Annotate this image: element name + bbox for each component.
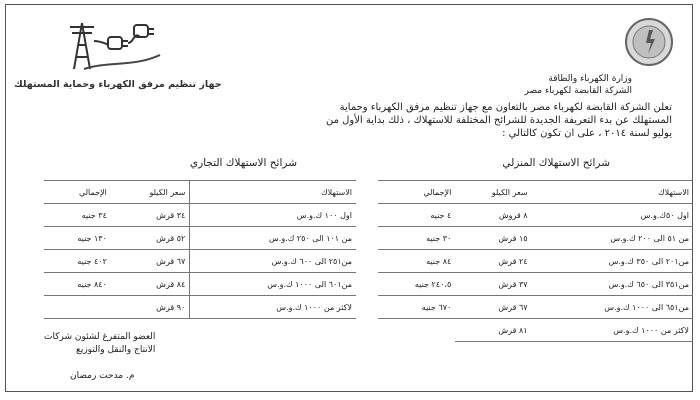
table-row [378,227,693,250]
ministry-name: وزارة الكهرباء والطاقة [548,74,632,84]
consumption-cell: من٢٠١ الى ٣٥٠ ك.و.س [532,250,693,273]
commercial-section-title: شرائح الاستهلاك التجاري [189,157,297,169]
consumption-cell: اول ٥٠ك.و.س [532,204,693,227]
total-cell: ٣٠ جنيه [378,227,455,250]
commercial-tariff-table [44,180,356,319]
consumption-cell: من٦٥١ الى ١٠٠٠ ك.و.س [532,296,693,319]
total-cell: ١٣٠ جنيه [44,227,111,250]
total-cell: ٣٤ جنيه [44,204,111,227]
table-header-row [378,181,693,204]
price-cell: ٢٤ قرش [455,250,531,273]
total-cell: ٤٠٢ جنيه [44,250,111,273]
consumption-cell: من٣٥١ الى ٦٥٠ ك.و.س [532,273,693,296]
price-cell: ٨٤ قرش [111,273,190,296]
announcement-line: يوليو لسنة ٢٠١٤ ، على ان تكون كالتالي : [502,128,672,139]
table-header-row [44,181,356,204]
signatory-title-line: الانتاج والنقل والتوزيع [76,345,156,355]
column-header: الاستهلاك [190,181,356,204]
consumption-cell: من ٥١ الى ٢٠٠ ك.و.س [532,227,693,250]
price-cell: ٨ قروش [455,204,531,227]
table-row [378,250,693,273]
table-row [44,227,356,250]
price-cell: ٦٧ قرش [455,296,531,319]
price-cell: ٣٧ قرش [455,273,531,296]
total-cell: ٤ جنيه [378,204,455,227]
table-row [378,319,693,342]
signatory-title-line: العضو المتفرغ لشئون شركات [44,332,156,342]
column-header: الإجمالي [378,181,455,204]
signatory-name: م. مدحت رمضان [70,371,135,381]
total-cell: ٨٤٠ جنيه [44,273,111,296]
table-row [44,250,356,273]
price-cell: ٣٤ قرش [111,204,190,227]
agency-logo-icon [64,17,164,77]
price-cell: ٨١ قرش [455,319,531,342]
table-row [44,204,356,227]
announcement-line: تعلن الشركة القابضة لكهرباء مصر بالتعاون مع جهاز تنظيم مرفق الكهرباء وحماية [339,102,672,113]
price-cell: ٥٢ قرش [111,227,190,250]
table-row [44,296,356,319]
total-cell: ٦٧٠ جنيه [378,296,455,319]
residential-section-title: شرائح الاستهلاك المنزلي [502,157,610,169]
residential-tariff-table [378,180,693,342]
total-cell: ٢٤٠،٥ جنيه [378,273,455,296]
consumption-cell: اول ١٠٠ ك.و.س [190,204,356,227]
holding-company-name: الشركة القابضة لكهرباء مصر [524,86,632,96]
total-cell [44,296,111,319]
column-header: الإجمالي [44,181,111,204]
price-cell: ٦٧ قرش [111,250,190,273]
table-row [378,204,693,227]
ministry-seal-icon [624,17,674,67]
consumption-cell: من٦٠١ الى ١٠٠٠ ك.و.س [190,273,356,296]
column-header: سعر الكيلو [111,181,190,204]
column-header: الاستهلاك [532,181,693,204]
consumption-cell: من ١٠١ الى ٢٥٠ ك.و.س [190,227,356,250]
price-cell: ١٥ قرش [455,227,531,250]
announcement-document [5,4,693,392]
table-row [378,296,693,319]
agency-name: جهاز تنظيم مرفق الكهرباء وحماية المستهلك [14,79,222,90]
total-cell: ٨٤ جنيه [378,250,455,273]
consumption-cell: من٢٥١ الى ٦٠٠ ك.و.س [190,250,356,273]
column-header: سعر الكيلو [455,181,531,204]
consumption-cell: لاكثر من ١٠٠٠ ك.و.س [532,319,693,342]
table-row [44,273,356,296]
total-cell [378,319,455,342]
price-cell: ٩٠ قرش [111,296,190,319]
consumption-cell: لاكثر من ١٠٠٠ ك.و.س [190,296,356,319]
ministry-header [525,73,633,97]
signatory-title [44,331,155,357]
announcement-text [326,101,672,140]
announcement-line: المستهلك عن بدء التعريفة الجديدة للشرائح المختلفة للاستهلاك ، ذلك بداية الأول من [325,115,672,126]
table-row [378,273,693,296]
